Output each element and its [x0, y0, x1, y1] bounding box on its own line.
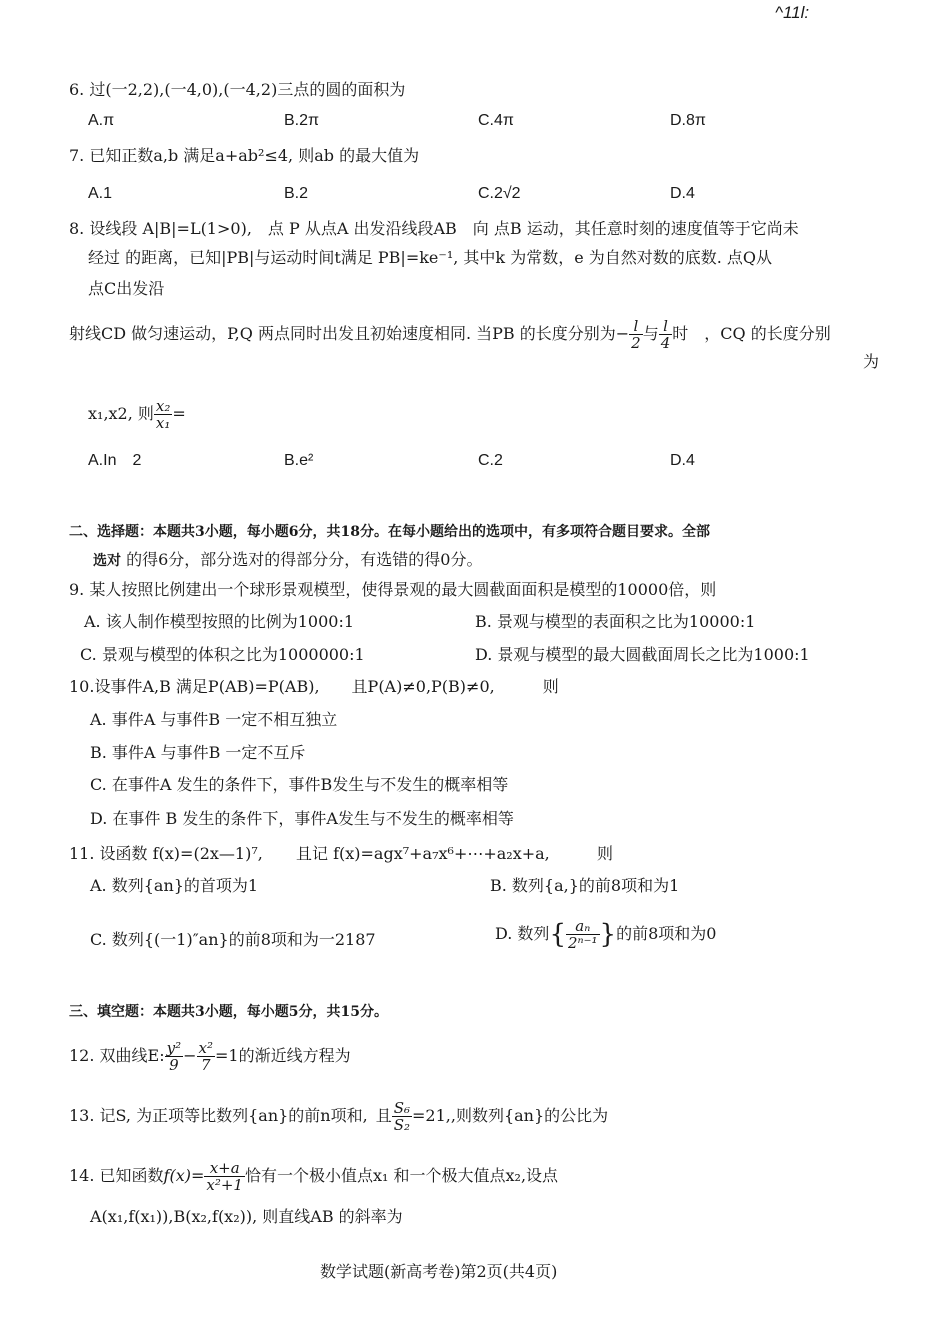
- q8-frac-den-x1: x₁: [155, 414, 171, 432]
- q14-text-a: 14. 已知函数: [69, 1166, 164, 1185]
- q8-line5-text: x₁,x2, 则: [88, 404, 154, 423]
- q11-option-d: [495, 918, 716, 951]
- q14-fx: f(x)=: [163, 1166, 205, 1185]
- q8-line1: 8. 设线段 A|B|=L(1>0), 点 P 从点A 出发沿线段AB 向 点B 运动，其任意时刻的速度值等于它尚未: [69, 219, 799, 238]
- q13-eq: =21,: [412, 1106, 451, 1125]
- q13-frac-den: S₂: [393, 1116, 411, 1134]
- q11-option-a: A. 数列{an}的首项为1: [90, 876, 259, 895]
- q8-line4-text-b: 与: [642, 324, 659, 343]
- header-mark: ^11l:: [775, 3, 810, 22]
- q8-line5: [88, 398, 186, 431]
- q11-brace-right: }: [599, 919, 617, 950]
- q12-frac-1: [165, 1040, 184, 1073]
- q8-option-c: C.2: [478, 452, 503, 469]
- q6-stem: 6. 过(一2,2),(一4,0),(一4,2)三点的圆的面积为: [69, 80, 406, 99]
- q8-frac-num-2: l: [659, 318, 673, 335]
- q8-frac-num-x2: x₂: [155, 397, 171, 415]
- q13-qie: 且: [375, 1106, 392, 1125]
- q11-stem-c: 则: [597, 844, 614, 863]
- q8-line4-wei: 为: [863, 352, 880, 371]
- q14-frac-den: x²+1: [206, 1176, 243, 1194]
- q6-option-a: A.π: [88, 112, 115, 129]
- q8-frac-l-over-4: [659, 318, 673, 351]
- q10-stem: 10.设事件A,B 满足P(AB)=P(AB), 且P(A)≠0,P(B)≠0, 则: [69, 677, 559, 696]
- q10-option-b: B. 事件A 与事件B 一定不互斥: [90, 743, 306, 762]
- q14-text-b: 恰有一个极小值点x₁ 和一个极大值点x₂,设点: [244, 1166, 559, 1185]
- q10-option-c: C. 在事件A 发生的条件下，事件B发生与不发生的概率相等: [90, 775, 509, 794]
- q12: [69, 1040, 351, 1073]
- q8-frac-l-over-2: [629, 318, 643, 351]
- section2-line2-b: 的得6分，部分选对的得部分分，有选错的得0分。: [126, 550, 483, 569]
- q11-stem-b: 且记 f(x)=agx⁷+a₇x⁶+⋯+a₂x+a,: [296, 844, 550, 863]
- q12-frac-2: [197, 1040, 215, 1073]
- q11-brace-left: {: [549, 919, 566, 950]
- q8-frac-den-1: 2: [631, 334, 641, 352]
- q13-text-b: ,则数列{an}的公比为: [450, 1106, 609, 1125]
- q8-option-a: A.In 2: [88, 452, 142, 469]
- q7-option-a: A.1: [88, 185, 113, 202]
- section3-heading: 三、填空题：本题共3小题，每小题5分，共15分。: [69, 1004, 388, 1020]
- q13-frac: [392, 1100, 412, 1133]
- q9-option-d: D. 景观与模型的最大圆截面周长之比为1000:1: [475, 645, 810, 664]
- q11-option-d-text-a: D. 数列: [495, 924, 550, 943]
- q8-option-d: D.4: [670, 452, 695, 469]
- q8-eq: =: [172, 404, 186, 423]
- q11-option-d-text-b: 的前8项和为0: [616, 924, 717, 943]
- q12-eq: =1: [215, 1046, 239, 1065]
- q12-frac2-num: x²: [198, 1039, 213, 1057]
- q12-text-b: 的渐近线方程为: [238, 1046, 351, 1065]
- q13: [69, 1100, 608, 1133]
- q7-option-b: B.2: [284, 185, 309, 202]
- q11-stem-a: 11. 设函数 f(x)=(2x—1)⁷,: [69, 844, 263, 863]
- q9-stem: 9. 某人按照比例建出一个球形景观模型，使得景观的最大圆截面面积是模型的10000倍，则: [69, 580, 717, 599]
- q11-option-b: B. 数列{a,}的前8项和为1: [490, 876, 680, 895]
- q14-line1: [69, 1160, 558, 1193]
- q8-frac-den-2: 4: [660, 334, 671, 352]
- q8-line2: 经过 的距离，已知|PB|与运动时间t满足 PB|=ke⁻¹, 其中k 为常数，e 为自然对数的底数. 点Q从: [88, 248, 773, 267]
- q10-option-d: D. 在事件 B 发生的条件下，事件A发生与不发生的概率相等: [90, 809, 514, 828]
- q8-frac-x2-over-x1: [154, 398, 172, 431]
- q12-frac1-num: y²: [166, 1039, 182, 1057]
- q8-frac-num-1: l: [629, 318, 643, 335]
- q6-option-c: C.4π: [478, 112, 514, 129]
- page-footer: 数学试题(新高考卷)第2页(共4页): [320, 1262, 558, 1281]
- q7-stem: 7. 已知正数a,b 满足a+ab²≤4, 则ab 的最大值为: [69, 146, 420, 165]
- q6-option-d: D.8π: [670, 112, 706, 129]
- section2-line2-a: 选对: [93, 553, 121, 569]
- q12-frac2-den: 7: [200, 1056, 211, 1074]
- q6-option-b: B.2π: [284, 112, 320, 129]
- section2-heading: 二、选择题：本题共3小题，每小题6分，共18分。在每小题给出的选项中，有多项符合题目要求。全部: [69, 524, 710, 540]
- q12-text-a: 12. 双曲线E:: [69, 1046, 165, 1065]
- q14-frac-num: x+a: [204, 1160, 245, 1177]
- q9-option-c: C. 景观与模型的体积之比为1000000:1: [80, 645, 365, 664]
- q10-option-a: A. 事件A 与事件B 一定不相互独立: [90, 710, 338, 729]
- q8-line3: 点C出发沿: [88, 279, 165, 298]
- q11-option-c: C. 数列{(一1)″an}的前8项和为一2187: [90, 930, 376, 949]
- q11-frac-num: aₙ: [566, 918, 600, 935]
- q7-option-c: C.2√2: [478, 185, 521, 202]
- q7-option-d: D.4: [670, 185, 695, 202]
- q8-minus: −: [615, 324, 630, 343]
- q9-option-b: B. 景观与模型的表面积之比为10000:1: [475, 612, 756, 631]
- q8-line4: [69, 318, 831, 351]
- q9-option-a: A. 该人制作模型按照的比例为1000:1: [84, 612, 355, 631]
- q12-frac1-den: 9: [169, 1056, 179, 1074]
- q12-minus: −: [183, 1046, 197, 1065]
- q8-line4-text-c: 时 ，CQ 的长度分别: [672, 324, 831, 343]
- q13-frac-num: S₆: [393, 1099, 411, 1117]
- q14-line2: A(x₁,f(x₁)),B(x₂,f(x₂)), 则直线AB 的斜率为: [90, 1207, 403, 1226]
- q8-option-b: B.e²: [284, 452, 314, 469]
- q13-text-a: 13. 记S, 为正项等比数列{an}的前n项和,: [69, 1106, 368, 1125]
- q11-frac-den: 2ⁿ⁻¹: [567, 934, 598, 952]
- q11-frac: [566, 918, 600, 951]
- section2-line2: [93, 550, 482, 571]
- q14-frac: [204, 1160, 245, 1193]
- q8-line4-text-a: 射线CD 做匀速运动，P,Q 两点同时出发且初始速度相同. 当PB 的长度分别为: [69, 324, 616, 343]
